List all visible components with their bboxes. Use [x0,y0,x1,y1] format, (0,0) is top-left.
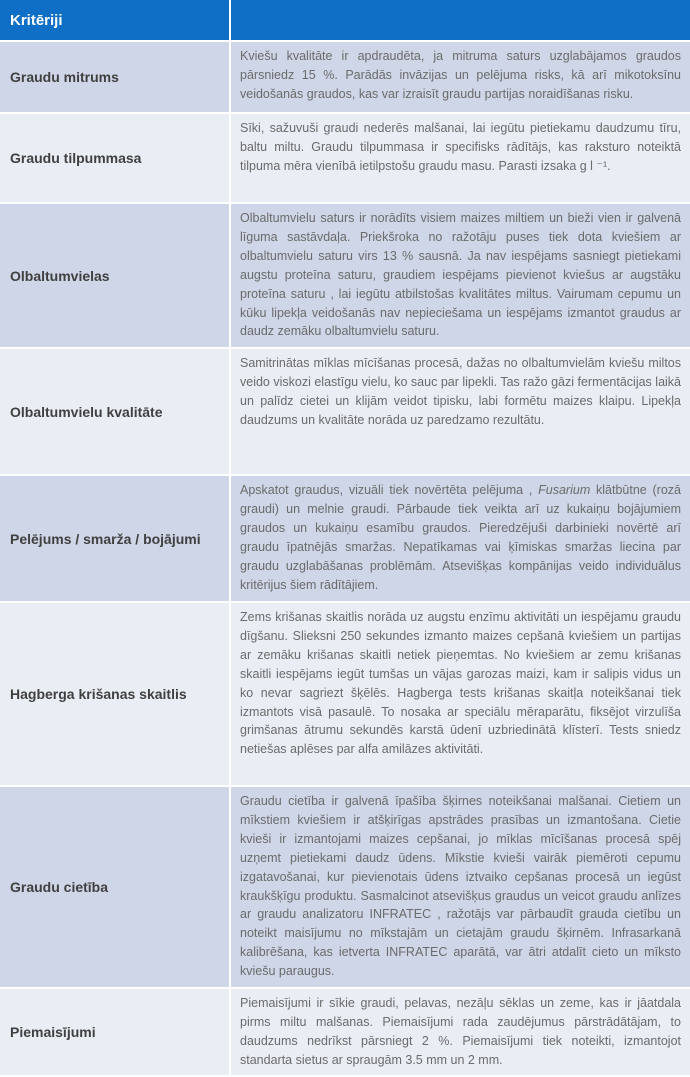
criterion-description: Zems krišanas skaitlis norāda uz augstu enzīmu aktivitāti un iespējamu graudu dīgšanu. Slieksni 250 sekundes izmanto maizes cepšanā kviešiem un partijas ar zemāku krišanas skaitli netiek pieņemtas. No kviešiem ar zemu krišanas skaitli iespējams iegūt tumšas un vājas garozas maizi, kam ir salipis vidus un ko nevar sagriezt šķēlēs. Hagberga tests krišanas skaitļa noteikšanai tiek izmantots visā pasaulē. To nosaka ar speciālu mēraparātu, fiksējot virzulīša grimšanas ātrumu sekundēs karstā ūdenī uzbriedinātā klīsterī. Tests sniedz netiešas aplēses par alfa amilāzes aktivitāti. [231,603,690,785]
table-row [0,42,690,114]
table-row [0,204,690,349]
criterion-label: Pelējums / smarža / bojājumi [0,476,229,601]
criterion-label: Hagberga krišanas skaitlis [0,603,229,785]
table-row [0,476,690,603]
criterion-label: Graudu cietība [0,787,229,987]
criterion-description: Olbaltumvielu saturs ir norādīts visiem maizes miltiem un bieži vien ir galvenā līguma sastāvdaļa. Priekšroka no ražotāju puses tiek dota kviešiem ar olbaltumvielu saturu virs 13 % sausnā. Ja nav iespējams sasniegt pietiekami augstu proteīna saturu, graudiem iespējams pievienot kviešus ar augstāku proteīna saturu , lai iegūtu atbilstošas kvalitātes miltus. Vairumam cepumu un kūku lipekļa veidošanās nav nepieciešama un iespējams izmantot graudus ar daudz zemāku olbaltumvielu saturu. [231,204,690,347]
table-row [0,989,690,1077]
table-row [0,603,690,787]
table-row [0,787,690,989]
criterion-label: Olbaltumvielu kvalitāte [0,349,229,474]
table-row [0,114,690,204]
criterion-description: Graudu cietība ir galvenā īpašība šķirnes noteikšanai malšanai. Cietiem un mīkstiem kviešiem ir atšķirīgas apstrādes prasības un izmantošana. Cietie kvieši ir izmantojami maizes cepšanai, jo mīklas mīcīšanas procesā spēj uzņemt pietiekami daudz ūdens. Mīkstie kvieši vairāk piemēroti cepumu izgatavošanai, kur pievienotais ūdens iztvaiko cepšanas procesā un iegūst kraukšķīgu produktu. Sasmalcinot atsevišķus graudus un veicot graudu anlīzes ar graudu analizatoru INFRATEC , ražotājs var pārbaudīt grauda cietību un noteikt maisījumu no mīkstajām un cietajām graudu šķirnēm. Infrasarkanā kalibrēšana, kas ietverta INFRATEC aparātā, var ātri atdalīt cieto un mīksto kviešu paraugus. [231,787,690,987]
criterion-description: Samitrinātas mīklas mīcīšanas procesā, dažas no olbaltumvielām kviešu miltos veido viskozi elastīgu vielu, ko sauc par lipekli. Tas ražo gāzi fermentācijas laikā un palīdz cietei un klijām veidot tipisku, labi formētu maizes klaipu. Lipekļa daudzums un kvalitāte norāda uz paredzamo rezultātu. [231,349,690,474]
description-part: Apskatot graudus, vizuāli tiek novērtēta pelējuma , [240,483,539,497]
criterion-description [231,476,690,601]
criteria-column-header: Kritēriji [0,0,229,40]
criterion-label: Piemaisījumi [0,989,229,1075]
table-row [0,349,690,476]
criterion-description: Piemaisījumi ir sīkie graudi, pelavas, nezāļu sēklas un zeme, kas ir jāatdala pirms miltu malšanas. Piemaisījumi rada zaudējumus pārstrādātājam, to daudzums nedrīkst pārsniegt 2 %. Piemaisījumi tiek noteikti, izmantojot standarta sietus ar spraugām 3.5 mm un 2 mm. [231,989,690,1075]
table-header-row [0,0,690,42]
criterion-label: Olbaltumvielas [0,204,229,347]
fusarium-term: Fusarium [538,483,591,497]
criterion-label: Graudu tilpummasa [0,114,229,202]
criterion-description: Kviešu kvalitāte ir apdraudēta, ja mitruma saturs uzglabājamos graudos pārsniedz 15 %. Parādās invāzijas un pelējuma risks, kā arī mikotoksīnu veidošanās graudos, kas var izraisīt graudu partijas noraidīšanas risku. [231,42,690,112]
criterion-label: Graudu mitrums [0,42,229,112]
criterion-description: Sīki, sažuvuši graudi nederēs malšanai, lai iegūtu pietiekamu daudzumu tīru, baltu miltu. Graudu tilpummasa ir specifisks rādītājs, kas raksturo noteiktā tilpuma mēra vienībā ietilpstošu graudu masu. Parasti izsaka g l ⁻¹. [231,114,690,202]
description-column-header [231,0,690,40]
description-part: klātbūtne (rozā graudi) un melnie graudi. Pārbaude tiek veikta arī uz kukaiņu bojājumiem graudos un kukaiņu esamību graudos. Pieredzējuši darbinieki novērtē arī graudu īpatnējās smaržas. Nepatīkamas vai ķīmiskas smaržas liecina par graudu uzglabāšanas problēmām. Atsevišķas kompānijas veido individuālus kritērijus šiem rādītājiem. [240,483,681,592]
